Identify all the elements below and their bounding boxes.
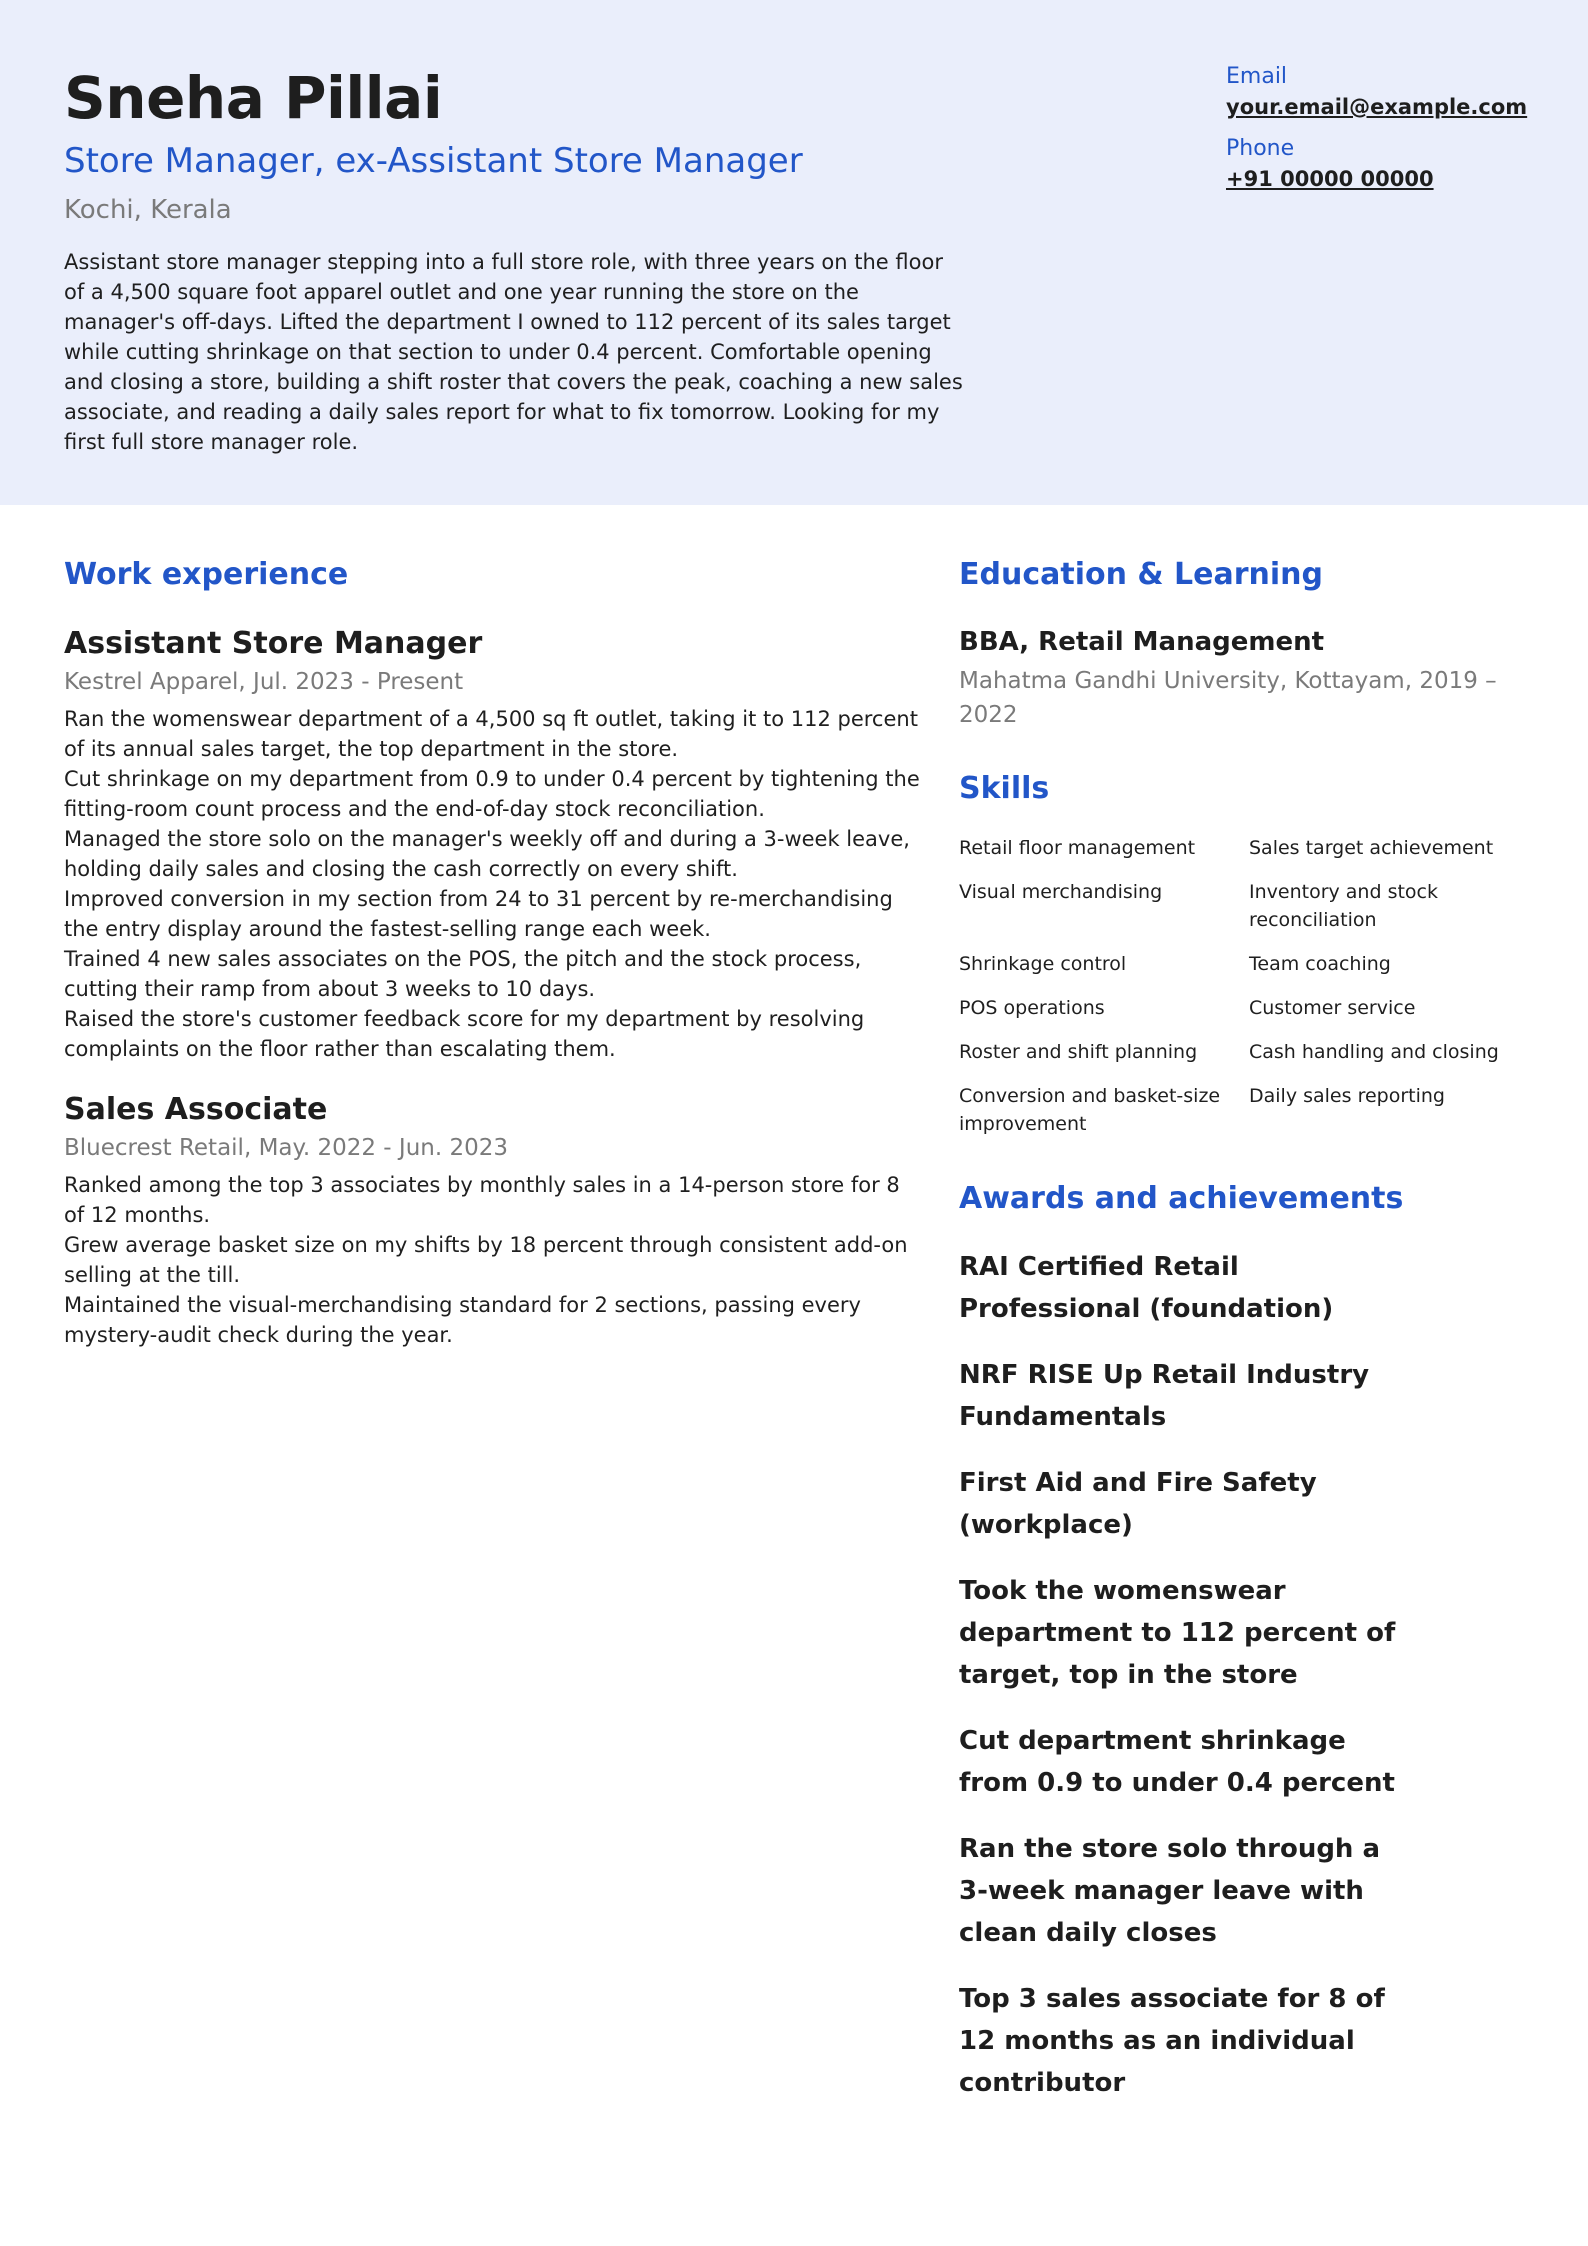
job-entry [64, 624, 924, 1064]
sidebar-column [959, 554, 1544, 2104]
skill-item: Roster and shift planning [959, 1041, 1198, 1063]
work-experience-column [64, 554, 924, 1350]
job-bullet: Ran the womenswear department of a 4,500 sq ft outlet, taking it to 112 percent of its annual sales target, the top department in the store. [64, 707, 918, 761]
work-experience-heading: Work experience [64, 557, 349, 592]
education-heading: Education & Learning [959, 557, 1323, 592]
award-item: First Aid and Fire Safety (workplace) [959, 1468, 1317, 1540]
skill-item: Team coaching [1249, 953, 1391, 975]
award-item: Top 3 sales associate for 8 of 12 months as an individual contributor [959, 1984, 1385, 2098]
job-entry [64, 1090, 924, 1350]
skill-item: Conversion and basket-size improvement [959, 1085, 1221, 1135]
job-bullet: Cut shrinkage on my department from 0.9 to under 0.4 percent by tightening the fitting-room count process and the end-of-day stock reconciliation. [64, 767, 920, 821]
job-bullet: Maintained the visual-merchandising standard for 2 sections, passing every mystery-audit check during the year. [64, 1293, 861, 1347]
skill-item: Visual merchandising [959, 881, 1163, 903]
job-title: Sales Associate [64, 1092, 328, 1127]
award-item: RAI Certified Retail Professional (foundation) [959, 1252, 1334, 1324]
awards-list [959, 1246, 1544, 2104]
job-bullet: Improved conversion in my section from 24 to 31 percent by re-merchandising the entry display around the fastest-selling range each week. [64, 887, 893, 941]
skill-item: Inventory and stock reconciliation [1249, 881, 1438, 931]
job-bullet: Trained 4 new sales associates on the POS, the pitch and the stock process, cutting their ramp from about 3 weeks to 10 days. [64, 947, 862, 1001]
award-item: Took the womenswear department to 112 percent of target, top in the store [959, 1576, 1396, 1690]
skills-grid [959, 834, 1544, 1138]
awards-heading: Awards and achievements [959, 1181, 1404, 1216]
job-meta: Kestrel Apparel, Jul. 2023 - Present [64, 669, 464, 695]
job-meta: Bluecrest Retail, May. 2022 - Jun. 2023 [64, 1135, 509, 1161]
education-degree: BBA, Retail Management [959, 627, 1325, 657]
skill-item: POS operations [959, 997, 1105, 1019]
skill-item: Customer service [1249, 997, 1416, 1019]
candidate-name: Sneha Pillai [64, 64, 443, 132]
skill-item: Retail floor management [959, 837, 1196, 859]
job-bullets [64, 704, 924, 1064]
award-item: Cut department shrinkage from 0.9 to under 0.4 percent [959, 1726, 1395, 1798]
phone-link[interactable]: +91 00000 00000 [1226, 167, 1434, 191]
job-bullet: Managed the store solo on the manager's weekly off and during a 3-week leave, holding daily sales and closing the cash correctly on every shift. [64, 827, 910, 881]
location: Kochi, Kerala [64, 195, 232, 225]
job-bullet: Raised the store's customer feedback score for my department by resolving complaints on the floor rather than escalating them. [64, 1007, 865, 1061]
skill-item: Shrinkage control [959, 953, 1127, 975]
job-bullet: Ranked among the top 3 associates by monthly sales in a 14-person store for 8 of 12 months. [64, 1173, 900, 1227]
skill-item: Sales target achievement [1249, 837, 1494, 859]
job-bullet: Grew average basket size on my shifts by 18 percent through consistent add-on selling at the till. [64, 1233, 908, 1287]
award-item: Ran the store solo through a 3-week manager leave with clean daily closes [959, 1834, 1381, 1948]
skill-item: Cash handling and closing [1249, 1041, 1499, 1063]
summary: Assistant store manager stepping into a full store role, with three years on the floor of a 4,500 square foot apparel outlet and one year running the store on the manager's off-days. Lifted the department I owned to 112 percent of its sales target while cutting shrinkage on that section to under 0.4 percent. Comfortable opening and closing a store, building a shift roster that covers the peak, coaching a new sales associate, and reading a daily sales report for what to fix tomorrow. Looking for my first full store manager role. [64, 250, 963, 454]
award-item: NRF RISE Up Retail Industry Fundamentals [959, 1360, 1370, 1432]
contact-block [1226, 62, 1566, 194]
email-link[interactable]: your.email@example.com [1226, 95, 1528, 119]
job-bullets [64, 1170, 924, 1350]
skill-item: Daily sales reporting [1249, 1085, 1445, 1107]
headline: Store Manager, ex-Assistant Store Manager [64, 141, 803, 181]
education-detail: Mahatma Gandhi University, Kottayam, 2019 – 2022 [959, 668, 1497, 728]
job-title: Assistant Store Manager [64, 626, 483, 661]
phone-label: Phone [1226, 136, 1295, 161]
email-label: Email [1226, 64, 1288, 89]
skills-heading: Skills [959, 771, 1050, 806]
